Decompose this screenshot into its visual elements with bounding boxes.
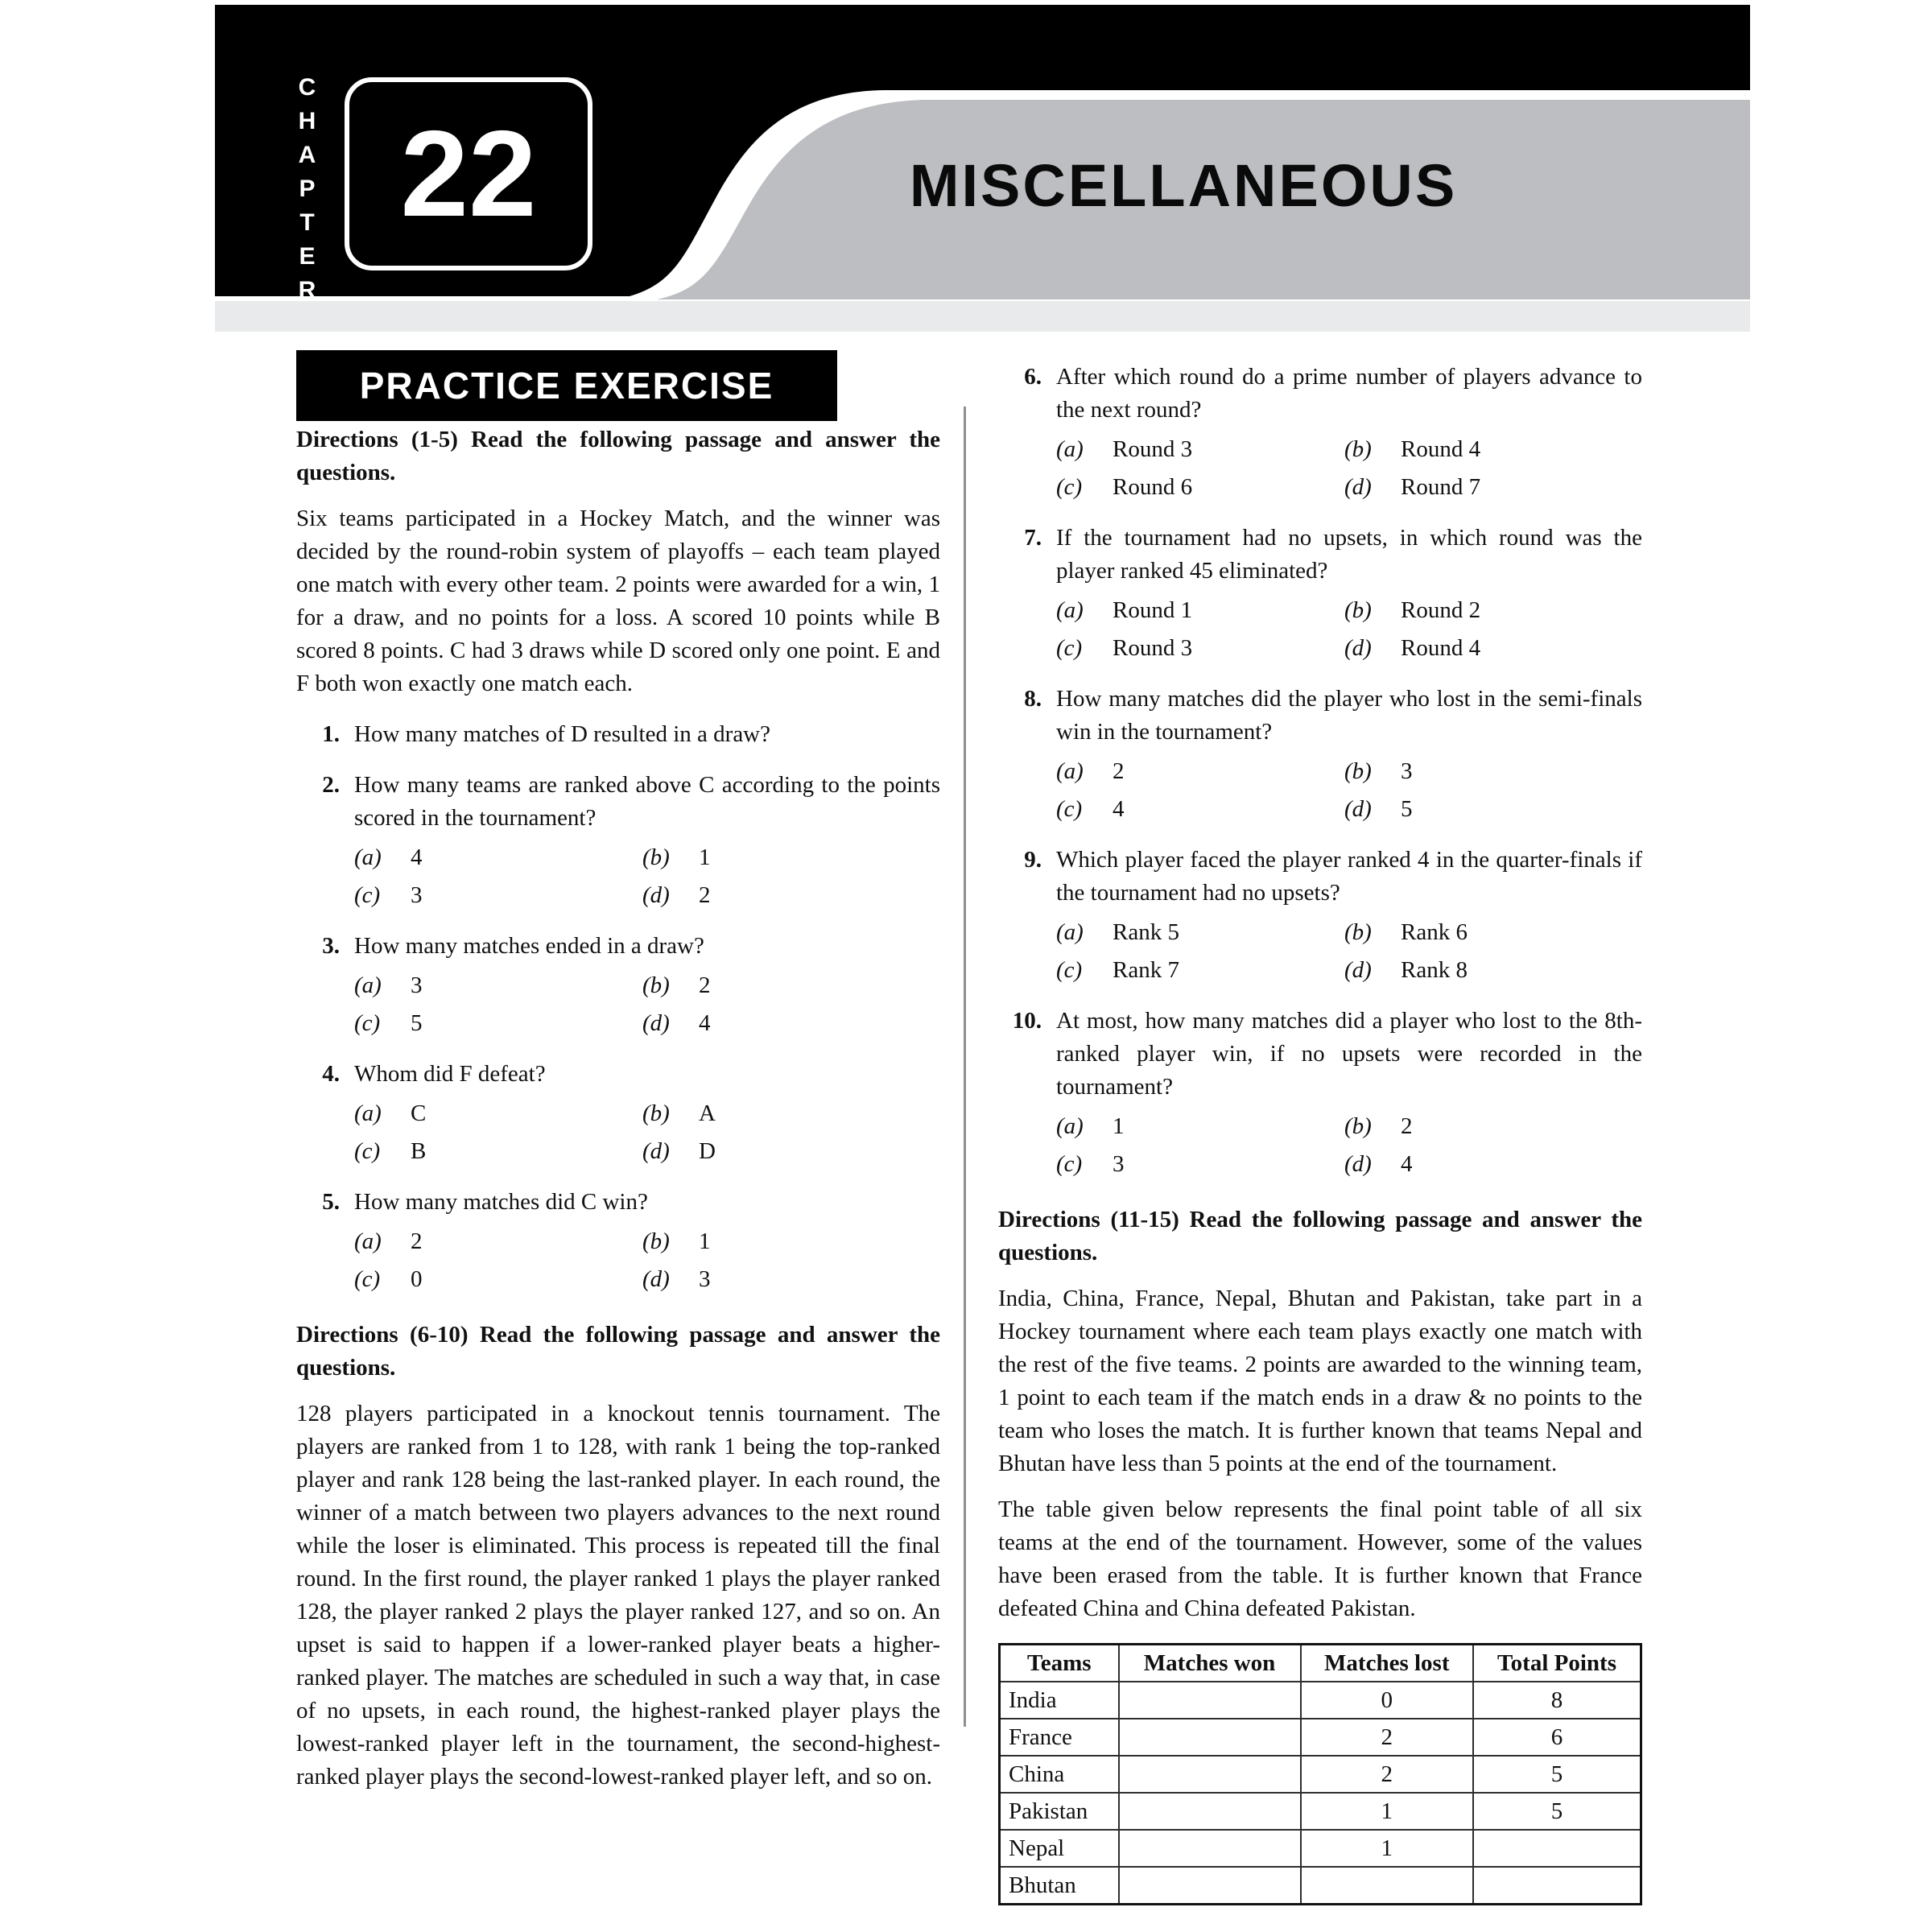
option-label: (b)	[1344, 597, 1372, 623]
option-label: (b)	[1344, 436, 1372, 462]
question-number: 7.	[1024, 525, 1042, 551]
team-cell: Nepal	[1000, 1830, 1119, 1867]
matches-won-cell	[1119, 1719, 1301, 1756]
option-value: 3	[1401, 758, 1413, 784]
option-value: D	[699, 1138, 716, 1164]
directions-6-10: Directions (6-10) Read the following passage and answer the questions.	[296, 1322, 940, 1381]
total-points-cell: 5	[1473, 1756, 1641, 1793]
option-label: (b)	[642, 844, 670, 870]
option-label: (c)	[354, 1010, 381, 1036]
option-label: (b)	[642, 1228, 670, 1254]
options	[1056, 594, 1642, 665]
question-7	[998, 522, 1642, 665]
option-label: (b)	[642, 972, 670, 998]
question-text: How many teams are ranked above C according to the points scored in the tournament?	[354, 772, 940, 831]
option-value: Round 7	[1401, 474, 1481, 500]
question-number: 5.	[322, 1189, 340, 1215]
option-value: Round 2	[1401, 597, 1481, 623]
directions-11-15: Directions (11-15) Read the following passage and answer the questions.	[998, 1207, 1642, 1265]
options	[354, 1225, 940, 1296]
option-value: 3	[411, 882, 423, 908]
option-label: (a)	[354, 1100, 382, 1126]
option-value: 2	[1401, 1113, 1413, 1139]
question-text: After which round do a prime number of players advance to the next round?	[1056, 364, 1642, 423]
matches-lost-cell: 2	[1301, 1756, 1474, 1793]
option-label: (b)	[1344, 758, 1372, 784]
option-value: 2	[411, 1228, 423, 1254]
option-label: (c)	[1056, 1151, 1083, 1177]
question-text: How many matches did the player who lost in the semi-finals win in the tournament?	[1056, 686, 1642, 745]
question-text: Which player faced the player ranked 4 in the quarter-finals if the tournament had no upsets?	[1056, 847, 1642, 906]
right-column	[998, 361, 1642, 1905]
options	[354, 841, 940, 912]
options	[354, 1097, 940, 1168]
option-value: C	[411, 1100, 427, 1126]
question-number: 2.	[322, 772, 340, 798]
question-number: 1.	[322, 721, 340, 747]
matches-lost-cell: 1	[1301, 1793, 1474, 1830]
option-label: (d)	[1344, 474, 1372, 500]
option-value: 3	[699, 1266, 711, 1292]
question-number: 6.	[1024, 364, 1042, 390]
option-label: (a)	[1056, 758, 1084, 784]
option-value: Round 1	[1113, 597, 1193, 623]
option-label: (d)	[1344, 635, 1372, 661]
question-6	[998, 361, 1642, 504]
option-value: 4	[1113, 796, 1125, 822]
option-label: (d)	[642, 1010, 670, 1036]
option-value: Round 6	[1113, 474, 1193, 500]
option-value: 2	[699, 882, 711, 908]
chapter-number: 22	[400, 105, 537, 242]
option-label: (d)	[1344, 796, 1372, 822]
option-value: 3	[411, 972, 423, 998]
option-label: (d)	[642, 1266, 670, 1292]
option-label: (c)	[1056, 474, 1083, 500]
options	[354, 969, 940, 1040]
page-title: MISCELLANEOUS	[909, 152, 1458, 219]
option-label: (d)	[1344, 957, 1372, 983]
option-label: (d)	[642, 882, 670, 908]
column-divider	[964, 407, 966, 1727]
question-number: 9.	[1024, 847, 1042, 873]
options	[1056, 755, 1642, 826]
option-value: B	[411, 1138, 427, 1164]
question-text: How many matches of D resulted in a draw?	[354, 721, 771, 747]
matches-won-cell	[1119, 1793, 1301, 1830]
left-column	[296, 423, 940, 1794]
matches-won-cell	[1119, 1867, 1301, 1905]
banner-label: PRACTICE EXERCISE	[359, 365, 774, 407]
option-value: Round 4	[1401, 436, 1481, 462]
header-matches-lost: Matches lost	[1301, 1645, 1474, 1682]
options	[1056, 1110, 1642, 1181]
directions-1-5: Directions (1-5) Read the following passage and answer the questions.	[296, 427, 940, 485]
total-points-cell	[1473, 1867, 1641, 1905]
option-label: (c)	[1056, 957, 1083, 983]
question-text: How many matches did C win?	[354, 1189, 648, 1215]
team-cell: China	[1000, 1756, 1119, 1793]
question-number: 3.	[322, 933, 340, 959]
question-9	[998, 844, 1642, 987]
table-row	[1000, 1793, 1641, 1830]
total-points-cell: 5	[1473, 1793, 1641, 1830]
passage-1: Six teams participated in a Hockey Match, and the winner was decided by the round-robin system of playoffs – each team played one match with every other team. 2 points were awarded for a win, 1 for a draw, and no points for a loss. A scored 10 points while B scored 8 points. C had 3 draws while D scored only one point. E and F both won exactly one match each.	[296, 506, 940, 696]
matches-lost-cell	[1301, 1867, 1474, 1905]
points-table	[998, 1643, 1642, 1905]
question-8	[998, 683, 1642, 826]
question-text: How many matches ended in a draw?	[354, 933, 704, 959]
matches-won-cell	[1119, 1830, 1301, 1867]
team-cell: Pakistan	[1000, 1793, 1119, 1830]
option-label: (b)	[1344, 919, 1372, 945]
question-10	[998, 1005, 1642, 1181]
option-label: (a)	[354, 844, 382, 870]
option-value: 4	[411, 844, 423, 870]
question-number: 10.	[1012, 1008, 1042, 1034]
question-1	[296, 718, 940, 751]
table-row	[1000, 1867, 1641, 1905]
option-label: (a)	[1056, 436, 1084, 462]
question-4	[296, 1058, 940, 1168]
total-points-cell	[1473, 1830, 1641, 1867]
option-label: (a)	[1056, 919, 1084, 945]
option-value: A	[699, 1100, 716, 1126]
team-cell: France	[1000, 1719, 1119, 1756]
option-value: 0	[411, 1266, 423, 1292]
option-value: 4	[699, 1010, 711, 1036]
question-text: At most, how many matches did a player who lost to the 8th-ranked player win, if no upsets were recorded in the tournament?	[1056, 1008, 1642, 1100]
option-value: Round 3	[1113, 436, 1193, 462]
matches-won-cell	[1119, 1756, 1301, 1793]
question-5	[296, 1186, 940, 1296]
passage-3: India, China, France, Nepal, Bhutan and Pakistan, take part in a Hockey tournament where each team plays exactly one match with the rest of the five teams. 2 points are awarded to the winning team, 1 point to each team if the match ends in a draw & no points to the team who loses the match. It is further known that teams Nepal and Bhutan have less than 5 points at the end of the tournament.	[998, 1286, 1642, 1476]
total-points-cell: 6	[1473, 1719, 1641, 1756]
option-value: 2	[699, 972, 711, 998]
option-value: Rank 6	[1401, 919, 1468, 945]
option-label: (b)	[642, 1100, 670, 1126]
table-row	[1000, 1719, 1641, 1756]
option-label: (b)	[1344, 1113, 1372, 1139]
header-teams: Teams	[1000, 1645, 1119, 1682]
table-row	[1000, 1830, 1641, 1867]
matches-lost-cell: 1	[1301, 1830, 1474, 1867]
option-value: Rank 5	[1113, 919, 1179, 945]
question-text: If the tournament had no upsets, in which round was the player ranked 45 eliminated?	[1056, 525, 1642, 584]
chapter-number-box	[345, 77, 592, 270]
option-label: (c)	[354, 882, 381, 908]
passage-2: 128 players participated in a knockout tennis tournament. The players are ranked from 1 to 128, with rank 1 being the top-ranked player and rank 128 being the last-ranked player. In each round, the winner of a match between two players advances to the next round while the loser is eliminated. This process is repeated till the final round. In the first round, the player ranked 1 plays the player ranked 128, the player ranked 2 plays the player ranked 127, and so on. An upset is said to happen if a lower-ranked player beats a higher-ranked player. The matches are scheduled in such a way that, in case of no upsets, in each round, the highest-ranked player plays the lowest-ranked player left in the tournament, the second-highest-ranked player plays the second-lowest-ranked player left, and so on.	[296, 1401, 940, 1790]
team-cell: India	[1000, 1682, 1119, 1719]
option-value: 1	[699, 844, 711, 870]
table-row	[1000, 1756, 1641, 1793]
options	[1056, 433, 1642, 504]
matches-won-cell	[1119, 1682, 1301, 1719]
option-value: 4	[1401, 1151, 1413, 1177]
option-label: (c)	[1056, 635, 1083, 661]
option-value: 5	[1401, 796, 1413, 822]
option-label: (a)	[1056, 1113, 1084, 1139]
passage-4: The table given below represents the final point table of all six teams at the end of the tournament. However, some of the values have been erased from the table. It is further known that France defeated China and China defeated Pakistan.	[998, 1496, 1642, 1621]
question-3	[296, 930, 940, 1040]
option-value: 3	[1113, 1151, 1125, 1177]
option-label: (a)	[1056, 597, 1084, 623]
total-points-cell: 8	[1473, 1682, 1641, 1719]
table-header-row	[1000, 1645, 1641, 1682]
option-value: 1	[1113, 1113, 1125, 1139]
question-number: 4.	[322, 1061, 340, 1087]
option-value: 5	[411, 1010, 423, 1036]
option-label: (c)	[354, 1138, 381, 1164]
option-value: Rank 8	[1401, 957, 1468, 983]
matches-lost-cell: 0	[1301, 1682, 1474, 1719]
option-value: 1	[699, 1228, 711, 1254]
header-light-strip	[215, 301, 1750, 332]
matches-lost-cell: 2	[1301, 1719, 1474, 1756]
option-value: Round 3	[1113, 635, 1193, 661]
question-number: 8.	[1024, 686, 1042, 712]
option-value: Rank 7	[1113, 957, 1179, 983]
question-text: Whom did F defeat?	[354, 1061, 546, 1087]
practice-exercise-banner	[296, 350, 837, 421]
option-label: (a)	[354, 1228, 382, 1254]
table-row	[1000, 1682, 1641, 1719]
question-2	[296, 769, 940, 912]
option-label: (d)	[642, 1138, 670, 1164]
option-label: (c)	[354, 1266, 381, 1292]
option-label: (c)	[1056, 796, 1083, 822]
options	[1056, 916, 1642, 987]
option-value: Round 4	[1401, 635, 1481, 661]
team-cell: Bhutan	[1000, 1867, 1119, 1905]
option-label: (a)	[354, 972, 382, 998]
header-total-points: Total Points	[1473, 1645, 1641, 1682]
chapter-word: CHAPTER	[294, 74, 320, 311]
option-label: (d)	[1344, 1151, 1372, 1177]
option-value: 2	[1113, 758, 1125, 784]
header-matches-won: Matches won	[1119, 1645, 1301, 1682]
